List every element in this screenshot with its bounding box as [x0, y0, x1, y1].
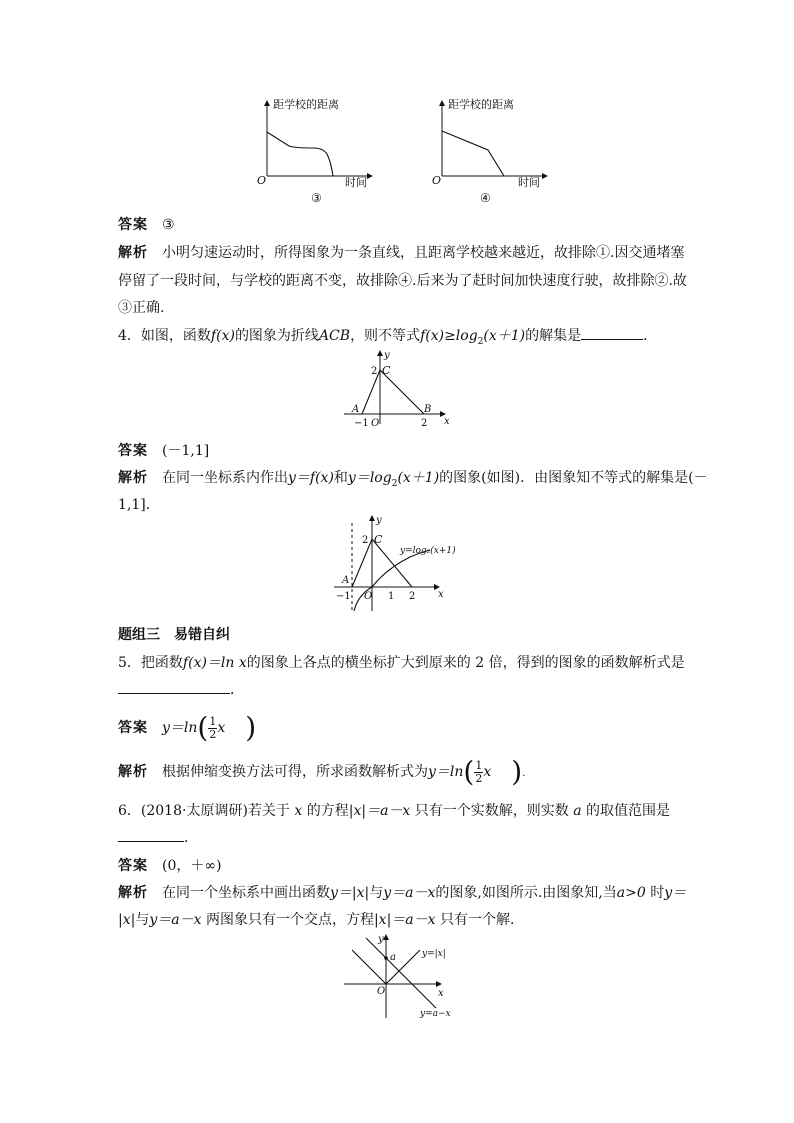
graph-acb-with-log: [330, 515, 480, 615]
graph-abs-and-line: [340, 932, 480, 1022]
y-label: y: [378, 934, 384, 945]
q6-stem: 6．(2018·太原调研)若关于 x 的方程|x|＝a－x 只有一个实数解，则实数 a 的取值范围是: [118, 803, 671, 819]
q3-analysis-line2: 停留了一段时间，与学校的距离不变，故排除④.后来为了赶时间加快速度行驶，故排除②.故: [118, 273, 687, 289]
line-label: y=a−x: [420, 1009, 451, 1019]
q4-analysis-line1: 解析 在同一坐标系内作出y＝f(x)和$y=\log_2(x+1)$的图象(如图)．由图象知不等式的解集是(－: [118, 470, 708, 489]
q5-answer: 答案 y＝ln( $\frac{1}{2}$ x ): [118, 711, 257, 744]
point-a: [384, 956, 388, 960]
x-arrow: [436, 981, 442, 987]
fraction: $\frac{1}{2}$: [475, 758, 483, 785]
q6-analysis-line1: 解析 在同一个坐标系中画出函数y＝|x|与y＝a－x的图象,如图所示.由图象知,当a>0 时y＝: [118, 885, 687, 901]
graph-acb: [340, 350, 460, 430]
q4-answer: 答案 (－1,1]: [118, 443, 210, 459]
x-tick-1: 1: [388, 591, 395, 602]
right-paren: ): [511, 755, 523, 788]
x-label: x: [438, 988, 444, 999]
left-paren: (: [197, 711, 209, 744]
x-arrow: [367, 173, 373, 179]
q5-stem-line2: ．: [118, 679, 678, 701]
point-c-label: C: [374, 533, 383, 546]
q6-analysis-line2: |x|与y＝a－x 两图象只有一个交点，方程|x|＝a－x 只有一个解．: [118, 912, 524, 928]
x-arrow: [542, 173, 548, 179]
y-arrow: [264, 100, 270, 106]
a-label: a: [390, 952, 396, 963]
answer-blank: [118, 679, 230, 694]
point-a-label: A: [342, 575, 350, 586]
q6-stem-line2: ．: [118, 827, 678, 849]
y-axis-label: 距学校的距离: [448, 98, 514, 111]
origin-label: O: [257, 174, 267, 187]
x-tick-2: 2: [409, 591, 416, 602]
fraction: $\frac{1}{2}$: [209, 714, 217, 741]
point-c-label: C: [382, 364, 391, 377]
q5-analysis: 解析 根据伸缩变换方法可得，所求函数解析式为y＝ln( $\frac{1}{2}$ x ).: [118, 755, 526, 788]
q4-stem: 4．如图，函数f(x)的图象为折线ACB，则不等式$f(x)\ge\log_2(x+1)$的解集是 ．: [118, 325, 678, 353]
answer-blank: [118, 827, 184, 842]
q4-analysis-line2: 1,1]．: [118, 497, 160, 513]
x-axis-label: 时间: [345, 176, 367, 189]
q3-analysis-line1: 解析 小明匀速运动时，所得图象为一条直线，且距离学校越来越近，故排除①.因交通堵塞: [118, 245, 685, 261]
y-arrow: [369, 515, 375, 521]
origin-label: O: [364, 591, 373, 602]
figure-caption: ③: [311, 191, 322, 205]
y-tick-2: 2: [371, 366, 378, 377]
group-3-heading: 题组三 易错自纠: [118, 627, 230, 643]
right-paren: ): [245, 711, 257, 744]
y-arrow: [383, 934, 389, 940]
x-axis-label: 时间: [518, 176, 540, 189]
q3-answer: 答案 ③: [118, 217, 175, 233]
distance-polyline: [442, 131, 504, 176]
x-tick-2: 2: [421, 418, 428, 429]
y-tick-2: 2: [362, 535, 369, 546]
q6-answer: 答案 (0，＋∞): [118, 858, 222, 874]
x-tick-neg1: −1: [336, 591, 351, 602]
graph-figure-4: [430, 98, 560, 206]
y-axis-label: 距学校的距离: [273, 98, 339, 111]
y-arrow: [439, 100, 445, 106]
point-b-label: B: [424, 404, 432, 415]
x-label: x: [438, 589, 444, 600]
curve-label: y=log₂(x+1): [400, 546, 456, 556]
origin-label: O: [432, 174, 442, 187]
point-a-label: A: [352, 404, 360, 415]
figure-caption: ④: [480, 191, 491, 205]
graph-figure-3: [255, 98, 385, 206]
q3-analysis-line3: ③正确.: [118, 300, 165, 316]
origin-label: O: [377, 986, 386, 997]
distance-curve: [267, 132, 333, 176]
left-paren: (: [463, 755, 475, 788]
origin-label: O: [371, 418, 380, 429]
x-tick-neg1: −1: [354, 418, 369, 429]
answer-blank: [581, 325, 643, 340]
x-label: x: [444, 416, 450, 427]
y-arrow: [377, 350, 383, 356]
y-label: y: [384, 350, 390, 361]
y-label: y: [376, 515, 382, 526]
abs-label: y=|x|: [422, 949, 446, 959]
q5-stem: 5．把函数f(x)＝ln x的图象上各点的横坐标扩大到原来的 2 倍，得到的图象的函数解析式是: [118, 655, 685, 671]
